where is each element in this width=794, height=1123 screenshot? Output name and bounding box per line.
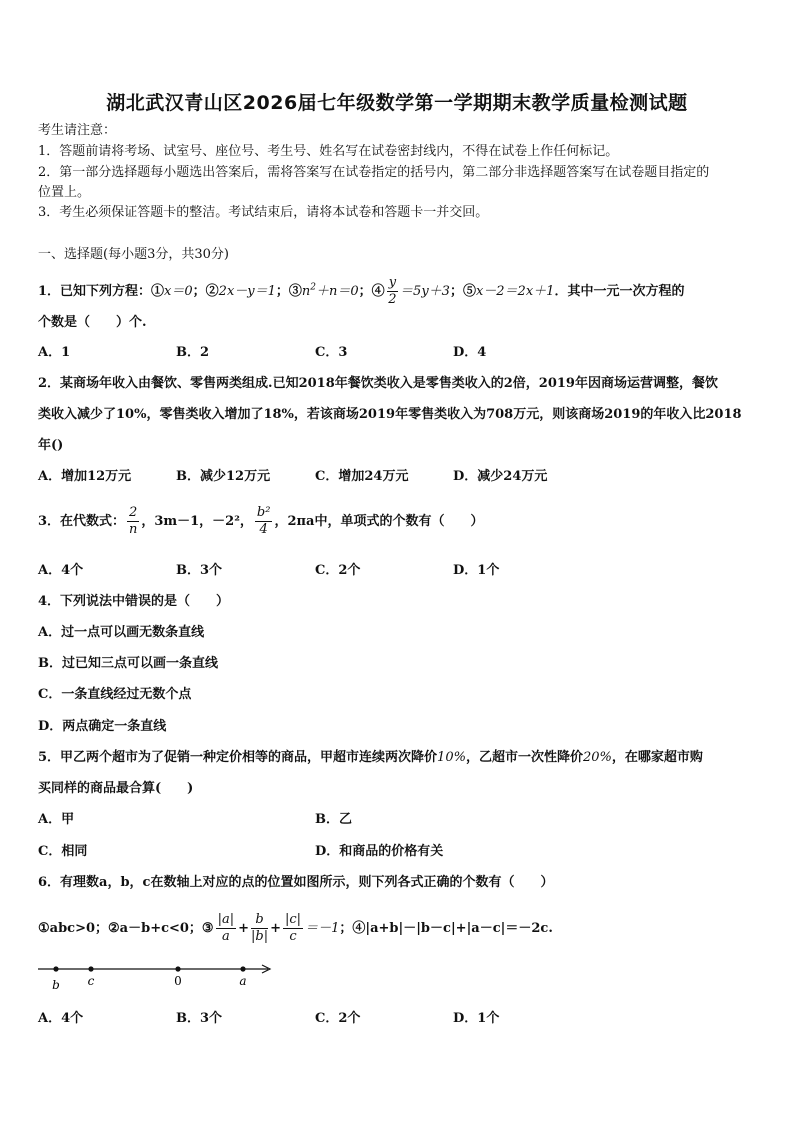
q2-option-b: B．减少12万元 bbox=[176, 469, 271, 484]
q5-option-d: D．和商品的价格有关 bbox=[315, 844, 444, 859]
label-a: a bbox=[239, 974, 247, 988]
point-a bbox=[240, 966, 245, 971]
q1-stem-cont: 个数是（ ）个. bbox=[38, 315, 147, 330]
q3-stem: 3．在代数式： $\frac{2}{n}$ ，3m－1，－2²， $\frac{\text{b²}}{4}$ ，2πa中，单项式的个数有（ ） bbox=[38, 505, 484, 537]
q2-option-a: A．增加12万元 bbox=[38, 469, 132, 484]
q6-stem: 6．有理数a，b，c在数轴上对应的点的位置如图所示，则下列各式正确的个数有（ ） bbox=[38, 875, 554, 890]
notice-item-2-cont: 位置上。 bbox=[38, 185, 91, 200]
q6-option-a: A．4个 bbox=[38, 1011, 84, 1026]
q1-option-b: B．2 bbox=[176, 345, 210, 360]
q1-option-a: A．1 bbox=[38, 345, 71, 360]
label-c: c bbox=[87, 974, 95, 988]
q4-option-c: C．一条直线经过无数个点 bbox=[38, 687, 192, 702]
q6-option-c: C．2个 bbox=[315, 1011, 361, 1026]
page-title: 湖北武汉青山区2026届七年级数学第一学期期末教学质量检测试题 bbox=[106, 92, 688, 114]
notice-item-2: 2．第一部分选择题每小题选出答案后，需将答案写在试卷指定的括号内，第二部分非选择题答案写在试卷题目指定的 bbox=[38, 165, 710, 180]
q4-option-b: B．过已知三点可以画一条直线 bbox=[38, 656, 218, 671]
q5-line-2: 买同样的商品最合算( ) bbox=[38, 781, 194, 796]
q3-option-d: D．1个 bbox=[453, 563, 500, 578]
q3-option-c: C．2个 bbox=[315, 563, 361, 578]
number-line-figure bbox=[38, 955, 278, 995]
point-zero bbox=[175, 966, 180, 971]
section-heading: 一、选择题(每小题3分，共30分) bbox=[38, 247, 229, 262]
q1-stem: 1．已知下列方程：①x＝0；②2x－y＝1；$③n^2+n=0$；④ $\frac{y}{2}$ ＝5y＋3；⑤x－2＝2x＋1．其中一元一次方程的 bbox=[38, 275, 685, 307]
q1-option-d: D．4 bbox=[453, 345, 487, 360]
point-b bbox=[53, 966, 58, 971]
q5-option-b: B．乙 bbox=[315, 812, 352, 827]
q5-option-a: A．甲 bbox=[38, 812, 75, 827]
point-c bbox=[88, 966, 93, 971]
q4-option-d: D．两点确定一条直线 bbox=[38, 719, 167, 734]
q6-option-b: B．3个 bbox=[176, 1011, 223, 1026]
label-b: b bbox=[52, 978, 60, 992]
q4-option-a: A．过一点可以画无数条直线 bbox=[38, 625, 205, 640]
q5-line-1: 5．甲乙两个超市为了促销一种定价相等的商品，甲超市连续两次降价10%，乙超市一次性降价20%，在哪家超市购 bbox=[38, 750, 703, 765]
notice-item-3: 3．考生必须保证答题卡的整洁。考试结束后，请将本试卷和答题卡一并交回。 bbox=[38, 205, 489, 220]
notice-heading: 考生请注意： bbox=[38, 123, 117, 138]
label-zero: 0 bbox=[174, 974, 182, 988]
notice-item-1: 1．答题前请将考场、试室号、座位号、考生号、姓名写在试卷密封线内，不得在试卷上作任何标记。 bbox=[38, 144, 619, 159]
q3-option-a: A．4个 bbox=[38, 563, 84, 578]
q2-line-2: 类收入减少了10%，零售类收入增加了18%，若该商场2019年零售类收入为708万元，则该商场2019的年收入比2018 bbox=[38, 407, 742, 422]
q2-option-c: C．增加24万元 bbox=[315, 469, 409, 484]
q2-line-3: 年() bbox=[38, 438, 64, 453]
q4-stem: 4．下列说法中错误的是（ ） bbox=[38, 594, 230, 609]
q3-option-b: B．3个 bbox=[176, 563, 223, 578]
q5-option-c: C．相同 bbox=[38, 844, 88, 859]
q1-option-c: C．3 bbox=[315, 345, 348, 360]
q6-statements: ①abc>0；②a－b+c<0；③ $\frac{|a|}{a}$ + $\frac{b}{|b|}$ + $\frac{|c|}{c}$ ＝－1；④|a+b|－|b－c|+|a－c|＝－2c. bbox=[38, 912, 553, 944]
q2-line-1: 2．某商场年收入由餐饮、零售两类组成.已知2018年餐饮类收入是零售类收入的2倍，2019年因商场运营调整，餐饮 bbox=[38, 376, 718, 391]
q6-option-d: D．1个 bbox=[453, 1011, 500, 1026]
q2-option-d: D．减少24万元 bbox=[453, 469, 548, 484]
